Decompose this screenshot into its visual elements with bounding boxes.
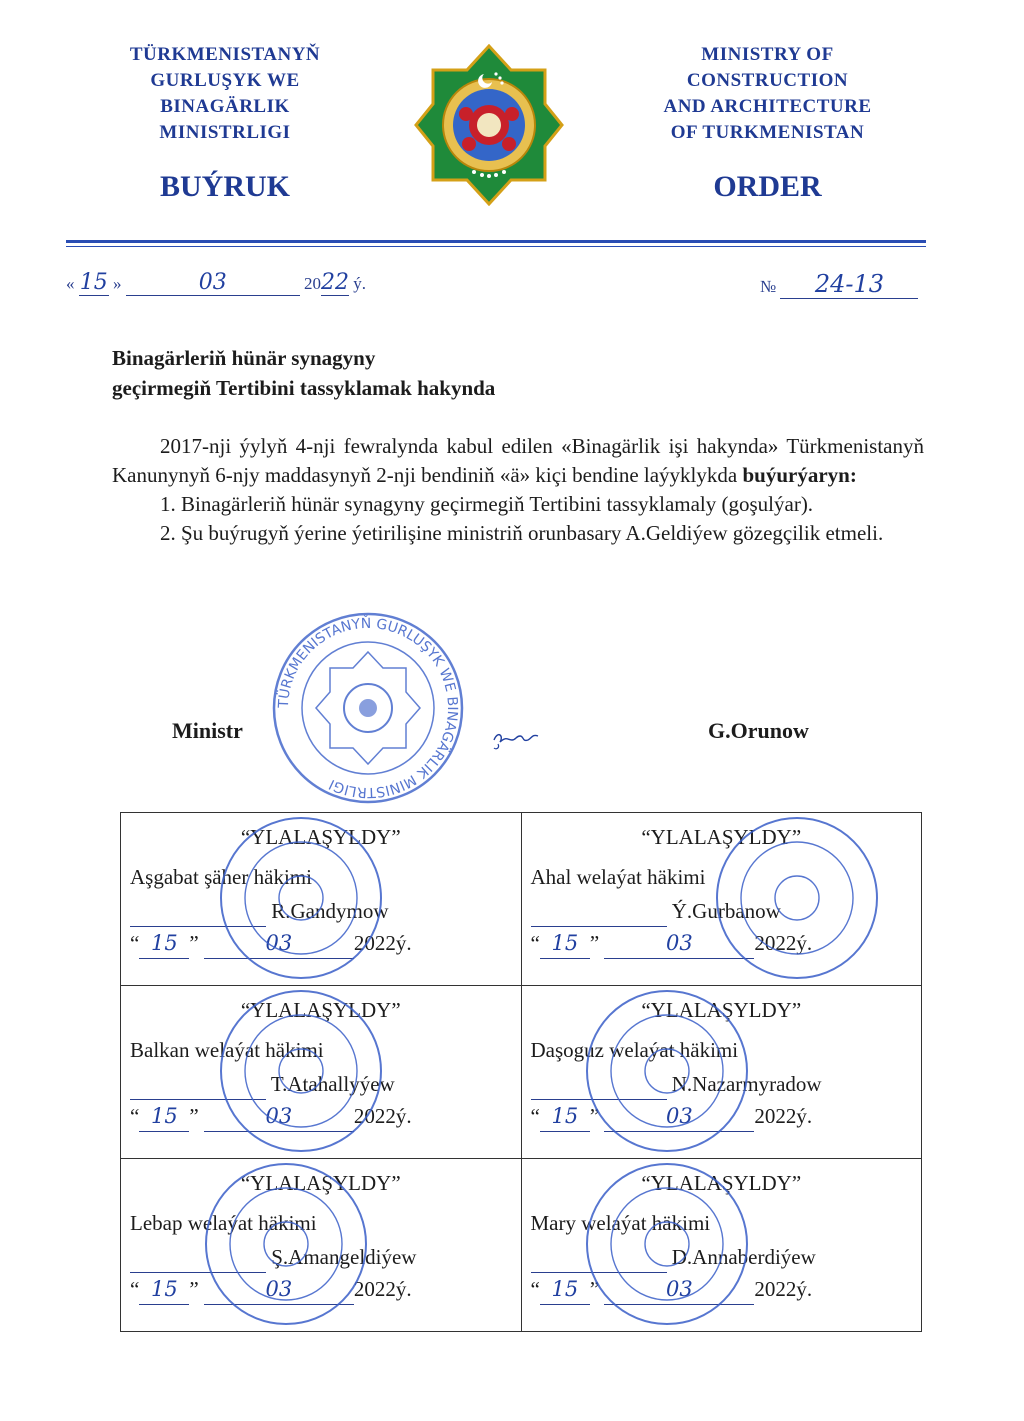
approval-date: “ 15 ” 03 2022ý. bbox=[130, 929, 412, 959]
body-item-2: 2. Şu buýrugyň ýerine ýetirilişine ministriň orunbasary A.Geldiýew gözegçilik etmeli. bbox=[160, 521, 884, 545]
approval-name: Ý.Gurbanow bbox=[671, 899, 781, 923]
approval-name: T.Atahallyýew bbox=[270, 1072, 395, 1096]
approval-title: “YLALAŞYLDY” bbox=[641, 1171, 802, 1195]
approval-date: “ 15 ” 03 2022ý. bbox=[130, 1102, 412, 1132]
approval-cell bbox=[521, 1159, 922, 1332]
approval-title: “YLALAŞYLDY” bbox=[641, 825, 802, 849]
approval-year: 2022ý. bbox=[353, 1104, 412, 1128]
approval-cell bbox=[121, 1159, 522, 1332]
approval-position: Ahal welaýat häkimi bbox=[530, 865, 706, 889]
approvals-table bbox=[120, 812, 922, 1332]
org-line: AND ARCHITECTURE bbox=[663, 96, 872, 117]
approval-year: 2022ý. bbox=[754, 1104, 813, 1128]
ministry-seal-icon bbox=[268, 608, 468, 808]
approval-year: 2022ý. bbox=[353, 931, 412, 955]
approval-day: 15 bbox=[540, 1275, 590, 1305]
order-number bbox=[760, 270, 918, 299]
doc-type-english: ORDER bbox=[713, 170, 822, 203]
approval-title: “YLALAŞYLDY” bbox=[240, 825, 401, 849]
org-line: MINISTRY OF bbox=[701, 44, 834, 65]
org-line: MINISTRLIGI bbox=[159, 122, 291, 143]
date-year-suffix: 22 bbox=[321, 270, 349, 295]
approval-day: 15 bbox=[139, 1275, 189, 1305]
date-year-prefix: 20 bbox=[304, 274, 321, 293]
approval-position: Balkan welaýat häkimi bbox=[130, 1038, 324, 1062]
seal-text: TÜRKMENISTANYŇ GURLUŞYK WE BINAGÄRLIK MINISTRLIGI bbox=[275, 615, 461, 801]
approval-signature-line bbox=[130, 1070, 513, 1100]
approval-year: 2022ý. bbox=[754, 1277, 813, 1301]
subject-line: geçirmegiň Tertibini tassyklamak hakynda bbox=[112, 376, 496, 400]
approval-signature-line bbox=[130, 897, 513, 927]
approval-date: “ 15 ” 03 2022ý. bbox=[531, 1275, 813, 1305]
approval-day: 15 bbox=[139, 1102, 189, 1132]
approval-cell bbox=[521, 813, 922, 986]
approval-position: Daşoguz welaýat häkimi bbox=[530, 1038, 739, 1062]
header-rule bbox=[66, 240, 926, 243]
quote-close: » bbox=[113, 274, 122, 293]
quote-open: « bbox=[66, 274, 75, 293]
approval-month: 03 bbox=[604, 929, 754, 959]
approval-signature-line bbox=[531, 1070, 914, 1100]
approval-title: “YLALAŞYLDY” bbox=[240, 1171, 401, 1195]
approval-signature-line bbox=[531, 1243, 914, 1273]
org-line: BINAGÄRLIK bbox=[160, 96, 290, 117]
approval-position: Mary welaýat häkimi bbox=[530, 1211, 711, 1235]
header-rule-thin bbox=[66, 246, 926, 247]
order-body bbox=[112, 432, 924, 548]
org-line: TÜRKMENISTANYŇ bbox=[129, 44, 321, 65]
approval-month: 03 bbox=[204, 1102, 354, 1132]
ministry-name-turkmen bbox=[100, 42, 350, 146]
approval-year: 2022ý. bbox=[754, 931, 813, 955]
approval-cell bbox=[121, 986, 522, 1159]
date-month: 03 bbox=[126, 270, 300, 296]
approval-month: 03 bbox=[604, 1102, 754, 1132]
approval-name: Ş.Amangeldiýew bbox=[271, 1245, 417, 1269]
approval-name: D.Annaberdiýew bbox=[671, 1245, 816, 1269]
approval-date: “ 15 ” 03 2022ý. bbox=[130, 1275, 412, 1305]
order-subject bbox=[112, 343, 495, 403]
body-item-1: 1. Binagärleriň hünär synagyny geçirmegiň Tertibini tassyklamaly (goşulýar). bbox=[160, 492, 814, 516]
approval-date: “ 15 ” 03 2022ý. bbox=[531, 1102, 813, 1132]
signatory-name: G.Orunow bbox=[708, 718, 809, 743]
approval-day: 15 bbox=[139, 929, 189, 959]
approval-month: 03 bbox=[204, 1275, 354, 1305]
body-text: 2017-nji ýylyň 4-nji fewralynda kabul edilen «Binagärlik işi hakynda» Türkmenistanyň Kanunynyň 6-njy maddasynyň 2-nji bendiniň «ä» kiçi bendine laýyklykda bbox=[112, 434, 924, 487]
approval-date: “ 15 ” 03 2022ý. bbox=[531, 929, 813, 959]
org-line: OF TURKMENISTAN bbox=[670, 122, 865, 143]
number-label: № bbox=[760, 277, 777, 296]
doc-type-turkmen: BUÝRUK bbox=[159, 170, 290, 203]
body-paragraph bbox=[112, 432, 924, 490]
date-day: 15 bbox=[79, 270, 108, 295]
approval-name: R.Gandymow bbox=[271, 899, 389, 923]
approval-signature-line bbox=[531, 897, 914, 927]
approval-day: 15 bbox=[540, 929, 590, 959]
state-emblem-icon bbox=[414, 44, 564, 206]
body-directive: buýurýaryn: bbox=[742, 463, 857, 487]
approval-signature-line bbox=[130, 1243, 513, 1273]
org-line: GURLUŞYK WE bbox=[150, 70, 300, 91]
number-value: 24-13 bbox=[780, 270, 918, 299]
handwritten-signature-icon bbox=[490, 722, 550, 752]
order-date bbox=[66, 270, 366, 296]
approval-position: Aşgabat şäher häkimi bbox=[130, 865, 312, 889]
approval-position: Lebap welaýat häkimi bbox=[130, 1211, 317, 1235]
approval-day: 15 bbox=[540, 1102, 590, 1132]
approval-cell bbox=[521, 986, 922, 1159]
approval-title: “YLALAŞYLDY” bbox=[240, 998, 401, 1022]
subject-line: Binagärleriň hünär synagyny bbox=[112, 346, 376, 370]
approval-title: “YLALAŞYLDY” bbox=[641, 998, 802, 1022]
org-line: CONSTRUCTION bbox=[686, 70, 849, 91]
approval-year: 2022ý. bbox=[353, 1277, 412, 1301]
approval-cell bbox=[121, 813, 522, 986]
signatory-position: Ministr bbox=[172, 718, 243, 743]
date-year-mark: ý. bbox=[353, 274, 366, 293]
approval-name: N.Nazarmyradow bbox=[671, 1072, 822, 1096]
approval-month: 03 bbox=[204, 929, 354, 959]
approval-month: 03 bbox=[604, 1275, 754, 1305]
ministry-name-english bbox=[640, 42, 895, 146]
